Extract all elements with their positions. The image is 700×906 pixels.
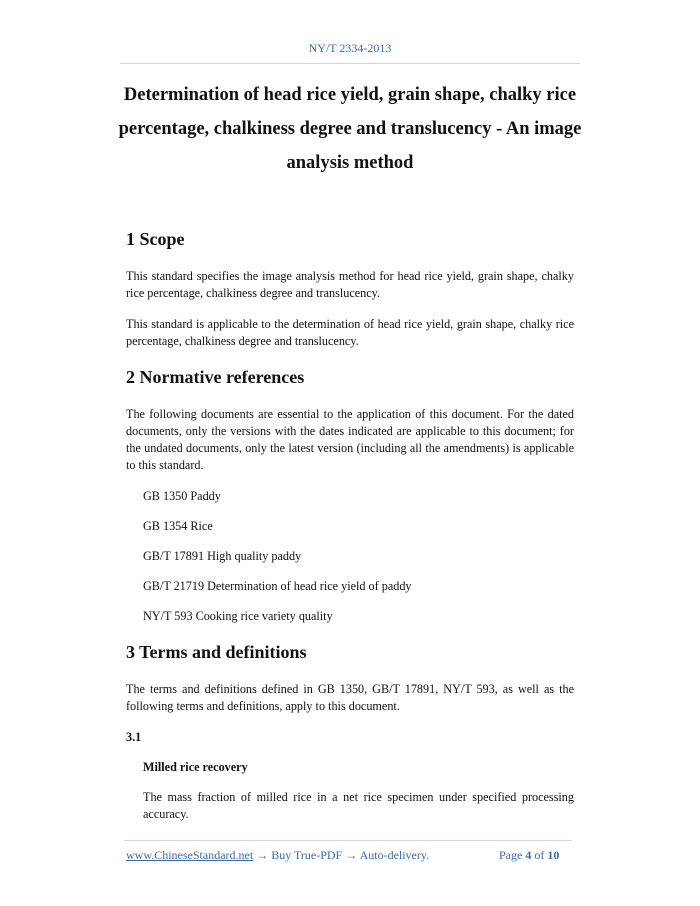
site-link[interactable]: www.ChineseStandard.net [126,848,254,862]
reference-item: NY/T 593 Cooking rice variety quality [143,609,333,623]
scope-paragraph-2: This standard is applicable to the determination of head rice yield, grain shape, chalky rice percentage, chalkiness degree and translucency. [126,317,574,348]
section-heading-scope: 1 Scope [126,229,185,249]
section-heading-terms-definitions: 3 Terms and definitions [126,642,307,662]
page-word: Page [499,848,523,862]
page-total: 10 [547,848,560,862]
terms-intro-paragraph: The terms and definitions defined in GB 1350, GB/T 17891, NY/T 593, as well as the following terms and definitions, apply to this document. [126,682,574,713]
reference-item: GB 1350 Paddy [143,489,221,503]
reference-item: GB 1354 Rice [143,519,213,533]
reference-item: GB/T 21719 Determination of head rice yield of paddy [143,579,412,593]
header-doc-code: NY/T 2334-2013 [308,41,392,55]
footer-promo-text: → Buy True-PDF → Auto-delivery. [253,848,430,862]
of-word: of [534,848,545,862]
document-title: Determination of head rice yield, grain shape, chalky rice percentage, chalkiness degree and translucency - An image analysis method [118,85,582,173]
clause-number: 3.1 [126,730,142,744]
section-heading-normative-references: 2 Normative references [126,367,305,387]
page-indicator [499,848,559,863]
reference-item: GB/T 17891 High quality paddy [143,549,302,563]
normative-intro-paragraph: The following documents are essential to the application of this document. For the dated documents, only the versions with the dates indicated are applicable to this document; for the undated documents, only the latest version (including all the amendments) is applicable to this standard. [126,407,574,472]
footer-divider [124,840,572,841]
header-divider [120,63,580,64]
scope-paragraph-1: This standard specifies the image analysis method for head rice yield, grain shape, chalky rice percentage, chalkiness degree and translucency. [126,269,574,300]
page-current: 4 [525,848,532,862]
term-name: Milled rice recovery [143,760,248,774]
term-definition: The mass fraction of milled rice in a net rice specimen under specified processing accuracy. [143,790,574,821]
footer-promo [126,848,429,863]
